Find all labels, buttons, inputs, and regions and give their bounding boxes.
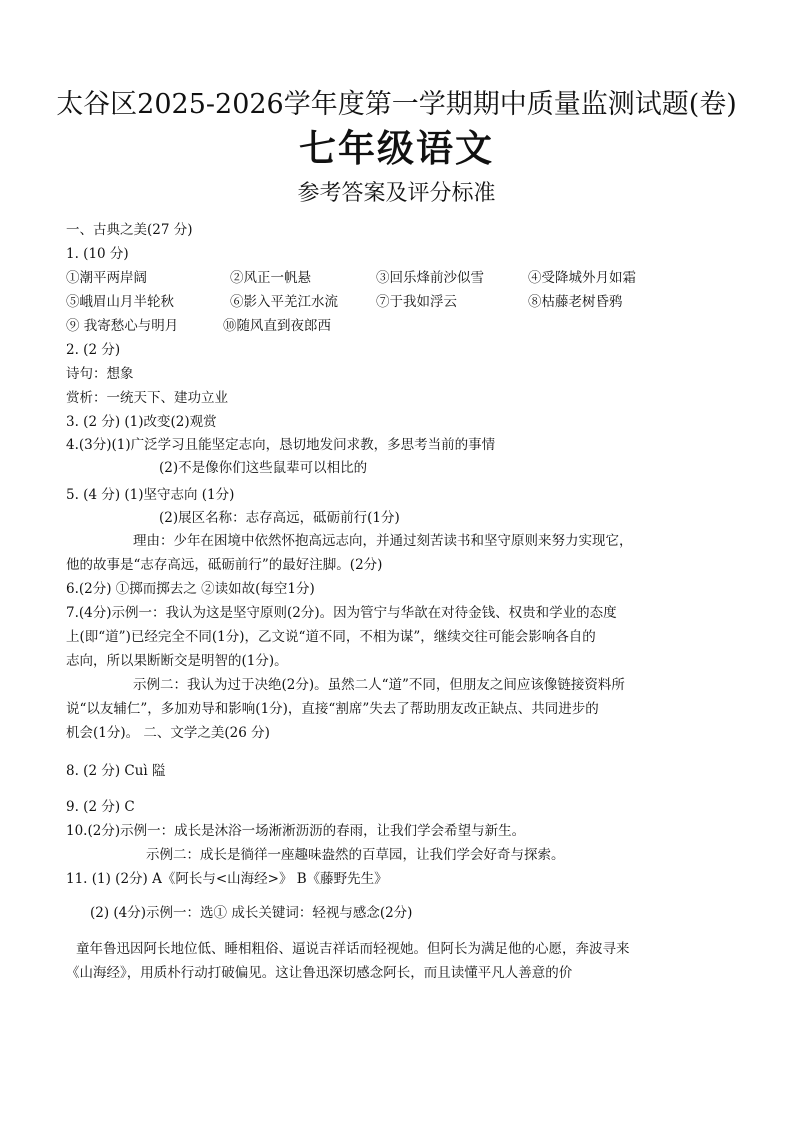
q3-answer: 3. (2 分) (1)改变(2)观赏 [66, 414, 217, 430]
q1-answer-4: ④受降城外月如霜 [528, 270, 636, 286]
q7-answer-5: 说“以友辅仁”，多加劝导和影响(1分)，直接“割席”失去了帮助朋友改正缺点、共同进步的 [66, 701, 599, 717]
q4-answer-1: 4.(3分)(1)广泛学习且能坚定志向，恳切地发问求教，多思考当前的事情 [66, 437, 496, 453]
exam-title: 太谷区2025-2026学年度第一学期期中质量监测试题(卷) [56, 89, 737, 120]
q1-answer-3: ③回乐烽前沙似雪 [376, 270, 484, 286]
section1-heading: 一、古典之美(27 分) [66, 222, 193, 238]
q1-label: 1. (10 分) [66, 246, 129, 262]
subject-title: 七年级语文 [299, 126, 494, 170]
q9-answer: 9. (2 分) C [66, 799, 135, 815]
q1-answer-10: ⑩随风直到夜郎西 [223, 318, 331, 334]
q11-answer-1: 11. (1) (2分) A《阿长与<山海经>》 B《藤野先生》 [66, 871, 388, 887]
q7-answer-2: 上(即“道”)已经完全不同(1分)，乙文说“道不同，不相为谋”，继续交往可能会影响各自的 [66, 629, 596, 645]
q1-answer-1: ①潮平两岸阔 [66, 270, 147, 286]
q1-answer-7: ⑦于我如浮云 [376, 294, 457, 310]
q10-answer-1: 10.(2分)示例一：成长是沐浴一场淅淅沥沥的春雨，让我们学会希望与新生。 [66, 823, 526, 839]
q7-answer-6: 机会(1分)。 二、文学之美(26 分) [66, 725, 270, 741]
q7-answer-4: 示例二：我认为过于决绝(2分)。虽然二人“道”不同，但朋友之间应该像链接资料所 [133, 677, 625, 693]
q1-row3 [66, 317, 331, 335]
q11-answer-2: (2) (4分)示例一：选① 成长关键词：轻视与感念(2分) [90, 905, 413, 921]
q1-answer-6: ⑥影入平羌江水流 [230, 294, 338, 310]
q1-row2 [66, 293, 678, 311]
q11-answer-3: 童年鲁迅因阿长地位低、睡相粗俗、逼说吉祥话而轻视她。但阿长为满足他的心愿，奔波寻来 [76, 941, 630, 957]
q1-answer-9: ⑨ 我寄愁心与明月 [66, 318, 179, 334]
q1-answer-2: ②风正一帆悬 [230, 270, 311, 286]
q1-row1 [66, 269, 678, 287]
q7-answer-1: 7.(4分)示例一：我认为这是坚守原则(2分)。因为管宁与华歆在对待金钱、权贵和学业的态度 [66, 605, 617, 621]
q6-answer: 6.(2分) ①掷而掷去之 ②读如故(每空1分) [66, 581, 315, 597]
q7-answer-3: 志向，所以果断断交是明智的(1分)。 [66, 653, 288, 669]
q5-answer-2: (2)展区名称：志存高远，砥砺前行(1分) [159, 510, 400, 526]
q8-answer: 8. (2 分) Cuì 隘 [66, 763, 166, 779]
q5-answer-1: 5. (4 分) (1)坚守志向 (1分) [66, 487, 235, 503]
q10-answer-2: 示例二：成长是徜徉一座趣味盎然的百草园，让我们学会好奇与探索。 [146, 847, 565, 863]
subtitle: 参考答案及评分标准 [297, 181, 496, 206]
q2-label: 2. (2 分) [66, 342, 121, 358]
q1-answer-8: ⑧枯藤老树昏鸦 [528, 294, 623, 310]
q1-answer-5: ⑤峨眉山月半轮秋 [66, 294, 174, 310]
q4-answer-2: (2)不是像你们这些鼠辈可以相比的 [159, 460, 368, 476]
q11-answer-4: 《山海经》，用质朴行动打破偏见。这让鲁迅深切感念阿长，而且读懂平凡人善意的价 [66, 965, 573, 981]
q2-appreciation: 赏析：一统天下、建功立业 [66, 390, 228, 406]
q5-answer-4: 他的故事是“志存高远，砥砺前行”的最好注脚。(2分) [66, 557, 383, 573]
q2-poem-line: 诗句：想象 [66, 366, 134, 382]
q5-answer-3: 理由：少年在困境中依然怀抱高远志向，并通过刻苦读书和坚守原则来努力实现它， [133, 533, 633, 549]
